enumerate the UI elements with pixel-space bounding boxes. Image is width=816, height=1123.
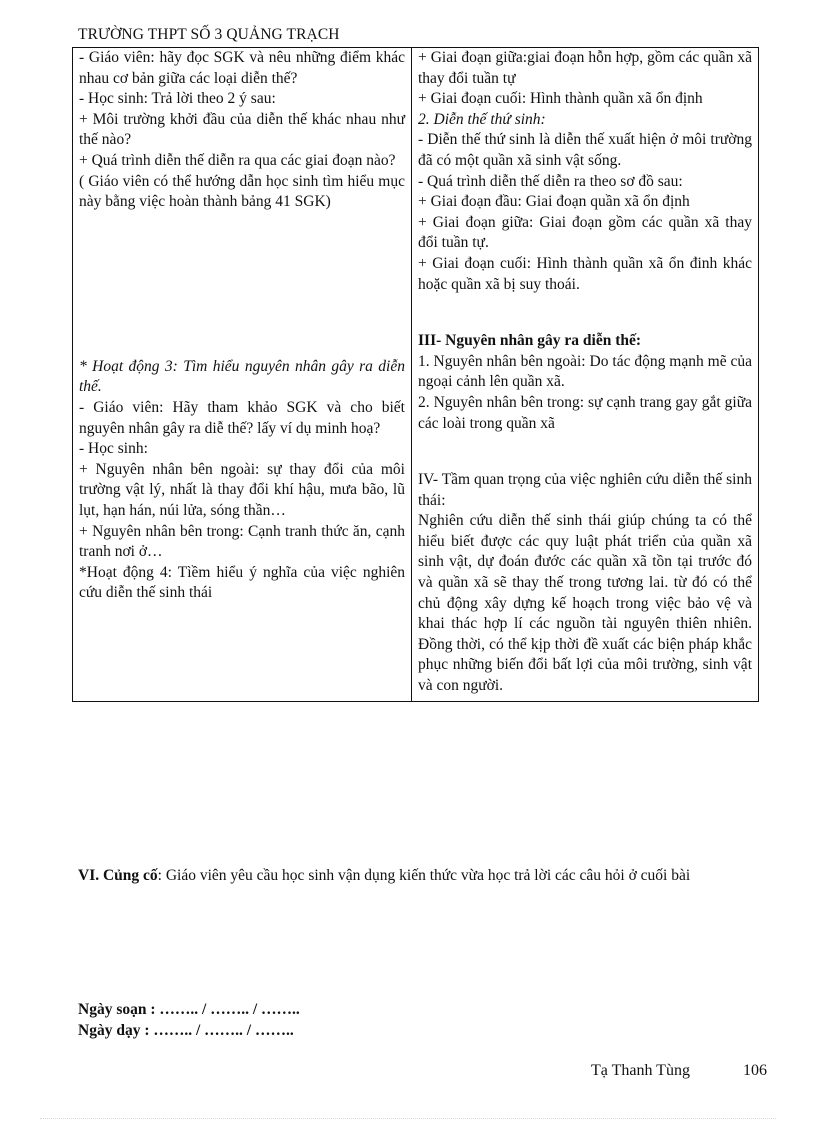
left-paragraph: ( Giáo viên có thể hướng dẫn học sinh tìm hiểu mục này bằng việc hoàn thành bảng 41 SGK) (79, 172, 405, 211)
section-4-body: Nghiên cứu diễn thế sinh thái giúp chúng ta có thể hiểu biết được các quy luật phát triển của quần xã sinh vật, dự đoán đước các quần xã tồn tại trước đó và quần xã sẽ thay thế trong tương lai. từ đó có thể chủ động xây dựng kế hoạch trong việc bảo vệ và khai thác hợp lí các nguồn tài nguyên thiên nhiên. Đồng thời, có thể kịp thời đề xuất các biện pháp khắc phục những biến đổi bất lợi của môi trường, sinh vật và con người. (418, 512, 752, 695)
left-paragraph: + Quá trình diễn thế diễn ra qua các giai đoạn nào? (79, 151, 396, 169)
footer-author: Tạ Thanh Tùng (591, 1062, 690, 1079)
left-paragraph: - Giáo viên: Hãy tham khảo SGK và cho biết nguyên nhân gây ra diễ thế? lấy ví dụ minh hoạ? (79, 398, 405, 437)
teacher-student-activities-cell (73, 48, 412, 702)
right-paragraph: + Giai đoạn cuối: Hình thành quần xã ổn định (418, 90, 703, 108)
right-paragraph: - Quá trình diễn thế diễn ra theo sơ đồ sau: (418, 172, 683, 190)
spacer (418, 434, 752, 470)
left-paragraph: + Nguyên nhân bên trong: Cạnh tranh thức ăn, cạnh tranh nơi ở… (79, 522, 405, 561)
spacer (418, 295, 752, 331)
left-paragraph: - Học sinh: (79, 440, 148, 458)
left-paragraph: + Môi trường khởi đầu của diễn thế khác nhau như thế nào? (79, 110, 405, 149)
right-paragraph: + Giai đoạn giữa: Giai đoạn gồm các quần xã thay đổi tuần tự. (418, 213, 752, 252)
right-paragraph: + Giai đoạn giữa:giai đoạn hỗn hợp, gồm các quần xã thay đổi tuần tự (418, 49, 752, 87)
left-paragraph: - Giáo viên: hãy đọc SGK và nêu những điểm khác nhau cơ bản giữa các loại diễn thế? (79, 49, 405, 87)
activity-3-heading: * Hoạt động 3: Tìm hiểu nguyên nhân gây ra diễn thế. (79, 357, 405, 396)
date-prepared: Ngày soạn : …….. / …….. / …….. (78, 1001, 300, 1018)
right-paragraph: + Giai đoạn cuối: Hình thành quần xã ổn đinh khác hoặc quần xã bị suy thoái. (418, 254, 752, 293)
consolidation-text: : Giáo viên yêu cầu học sinh vận dụng kiến thức vừa học trả lời các câu hỏi ở cuối bài (157, 867, 691, 884)
right-paragraph: 2. Nguyên nhân bên trong: sự cạnh trang gay gắt giữa các loài trong quần xã (418, 393, 752, 432)
page-number: 106 (743, 1062, 767, 1079)
spacer (79, 213, 405, 357)
table-row (73, 48, 759, 702)
date-block (78, 999, 300, 1041)
right-paragraph: 1. Nguyên nhân bên ngoài: Do tác động mạnh mẽ của ngoại cảnh lên quần xã. (418, 352, 752, 391)
activity-4-heading: *Hoạt động 4: Tìềm hiểu ý nghĩa của việc nghiên cứu diễn thế sinh thái (79, 563, 405, 602)
consolidation-paragraph (78, 866, 774, 887)
date-taught: Ngày dạy : …….. / …….. / …….. (78, 1022, 294, 1039)
lesson-table (72, 47, 759, 702)
section-3-heading: III- Nguyên nhân gây ra diễn thế: (418, 332, 642, 350)
lesson-content-cell (412, 48, 759, 702)
right-paragraph: - Diễn thế thứ sinh là diễn thế xuất hiện ở môi trường đã có một quần xã sinh vật sống. (418, 131, 752, 169)
left-paragraph: - Học sinh: Trả lời theo 2 ý sau: (79, 90, 276, 108)
footer-divider (40, 1118, 776, 1119)
consolidation-label: VI. Củng cố (78, 867, 158, 884)
left-paragraph: + Nguyên nhân bên ngoài: sự thay đổi của môi trường vật lý, nhất là thay đổi khí hậu, mưa bão, lũ lụt, hạn hán, núi lửa, sóng thần… (79, 460, 405, 519)
secondary-succession-heading: 2. Diễn thế thứ sinh: (418, 110, 546, 128)
right-paragraph: + Giai đoạn đầu: Giai đoạn quần xã ổn định (418, 193, 690, 211)
section-4-heading: IV- Tầm quan trọng của việc nghiên cứu diễn thế sinh thái: (418, 471, 752, 509)
school-header: TRƯỜNG THPT SỐ 3 QUẢNG TRẠCH (78, 26, 340, 43)
